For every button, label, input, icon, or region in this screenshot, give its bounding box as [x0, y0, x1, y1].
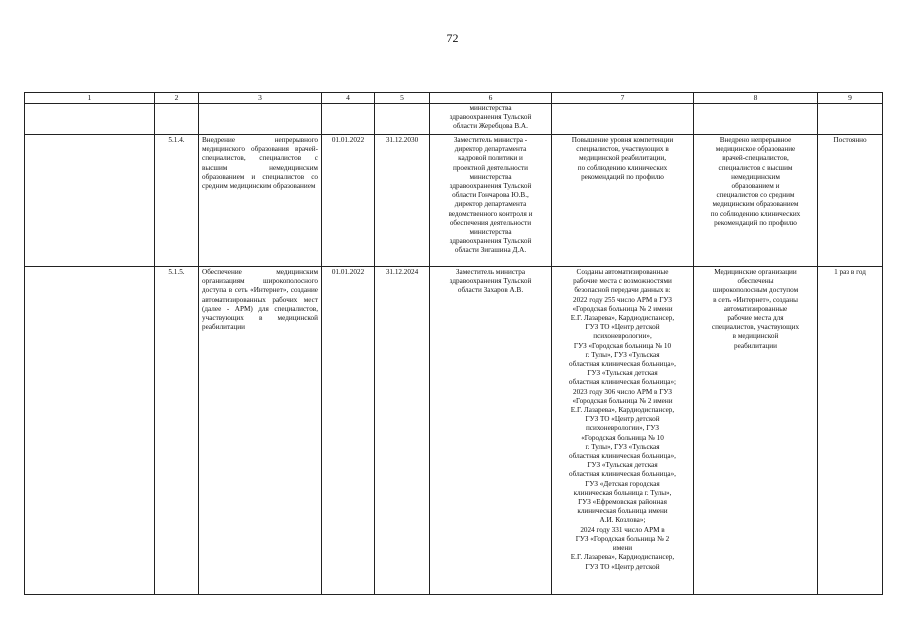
page-number: 72: [446, 31, 459, 45]
table-row: [25, 135, 883, 267]
table-row: [25, 104, 883, 135]
measures-table: [24, 92, 883, 595]
frequency-cell: Постоянно: [818, 135, 883, 267]
result-cell: Созданы автоматизированные рабочие места с возможностями безопасной передачи данных в: 2022 году 255 число АРМ в ГУЗ «Городская больница № 2 имени Е.Г. Лазарева», Кардиодиспансер, ГУЗ ТО «Центр детской психоневрологии», ГУЗ «Городская больница № 10 г. Тулы», ГУЗ «Тульская областная клиническая больница», ГУЗ «Тульская детская областная клиническая больница»; 2023 году 306 число АРМ в ГУЗ «Городская больница № 2 имени Е.Г. Лазарева», Кардиодиспансер, ГУЗ ТО «Центр детской психоневрологии», ГУЗ «Городская больница № 10 г. Тулы», ГУЗ «Тульская областная клиническая больница», ГУЗ «Тульская детская областная клиническая больница», ГУЗ «Детская городская клиническая больница г. Тулы», ГУЗ «Ефремовская районная клиническая больница имени А.И. Козлова»; 2024 году 331 число АРМ в ГУЗ «Городская больница № 2 имени Е.Г. Лазарева», Кардиодиспансер, ГУЗ ТО «Центр детской: [552, 267, 694, 595]
row-number: 5.1.5.: [155, 267, 199, 595]
header-cell: 1: [25, 93, 155, 104]
table-row: [25, 267, 883, 595]
frequency-cell: 1 раз в год: [818, 267, 883, 595]
responsible-cell: министерства здравоохранения Тульской области Жеребцова В.А.: [430, 104, 552, 135]
responsible-cell: Заместитель министра - директор департамента кадровой политики и проектной деятельности министерства здравоохранения Тульской области Гончарова Ю.В., директор департамента ведомственного контроля и обеспечения деятельности министерства здравоохранения Тульской области Зигашина Д.А.: [430, 135, 552, 267]
header-cell: 7: [552, 93, 694, 104]
header-cell: 6: [430, 93, 552, 104]
start-date: 01.01.2022: [322, 135, 375, 267]
header-cell: 3: [199, 93, 322, 104]
result-cell: Повышение уровня компетенции специалистов, участвующих в медицинской реабилитации, по соблюдению клинических рекомендаций по профилю: [552, 135, 694, 267]
responsible-cell: Заместитель министра здравоохранения Тульской области Захаров А.В.: [430, 267, 552, 595]
row-number: 5.1.4.: [155, 135, 199, 267]
measure-name: Внедрение непрерывного медицинского образования врачей-специалистов, специалистов с высшим немедицинским образованием и специалистов со средним медицинским образованием: [199, 135, 322, 267]
header-cell: 8: [694, 93, 818, 104]
header-row: [25, 93, 883, 104]
end-date: 31.12.2030: [375, 135, 430, 267]
header-cell: 9: [818, 93, 883, 104]
start-date: 01.01.2022: [322, 267, 375, 595]
header-cell: 2: [155, 93, 199, 104]
header-cell: 4: [322, 93, 375, 104]
measure-name: Обеспечение медицинским организациям широкополосного доступа в сеть «Интернет», создание автоматизированных рабочих мест (далее - АРМ) для специалистов, участвующих в медицинской реабилитации: [199, 267, 322, 595]
end-date: 31.12.2024: [375, 267, 430, 595]
header-cell: 5: [375, 93, 430, 104]
indicator-cell: Медицинские организации обеспечены широкополосным доступом в сеть «Интернет», созданы автоматизированные рабочие места для специалистов, участвующих в медицинской реабилитации: [694, 267, 818, 595]
indicator-cell: Внедрено непрерывное медицинское образование врачей-специалистов, специалистов с высшим немедицинским образованием и специалистов со средним медицинским образованием по соблюдению клинических рекомендаций по профилю: [694, 135, 818, 267]
